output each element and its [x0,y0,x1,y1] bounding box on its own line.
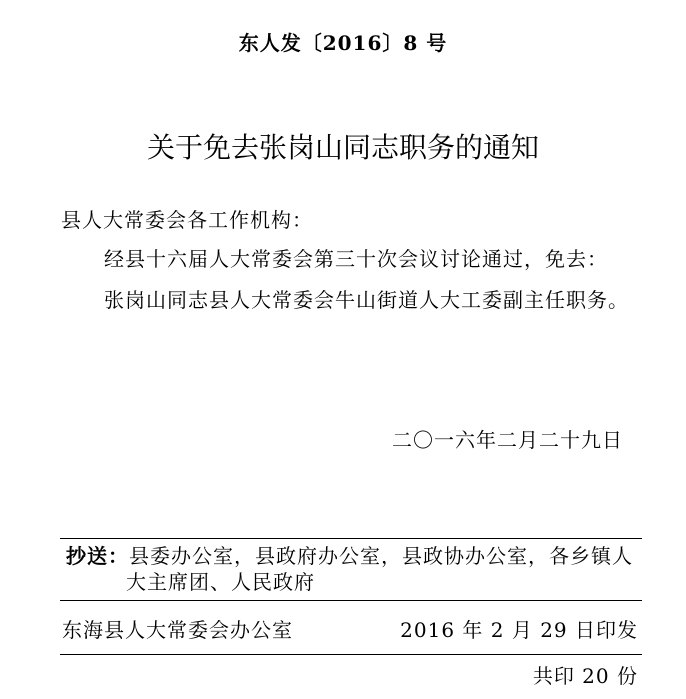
cc-label: 抄送： [66,544,129,568]
cc-recipients-1: 县委办公室，县政府办公室，县政协办公室，各乡镇人 [129,544,633,568]
cc-block [66,543,640,595]
footer-divider-middle [60,600,642,601]
cc-line-1 [66,543,640,569]
print-date: 2016 年 2 月 29 日印发 [400,618,638,642]
recipient-line: 县人大常委会各工作机构： [61,208,313,232]
body-paragraph-1: 经县十六届人大常委会第三十次会议讨论通过，免去： [104,247,608,271]
issuer-office: 东海县人大常委会办公室 [62,618,293,642]
footer-divider-bottom [60,654,642,655]
document-number: 东人发〔2016〕8 号 [238,31,448,55]
cc-recipients-2: 大主席团、人民政府 [126,570,315,594]
copies-count: 共印 20 份 [532,664,638,688]
signature-date: 二〇一六年二月二十九日 [392,428,623,452]
footer-divider-top [60,538,642,539]
body-paragraph-2: 张岗山同志县人大常委会牛山街道人大工委副主任职务。 [104,288,629,312]
document-title: 关于免去张岗山同志职务的通知 [146,131,539,164]
